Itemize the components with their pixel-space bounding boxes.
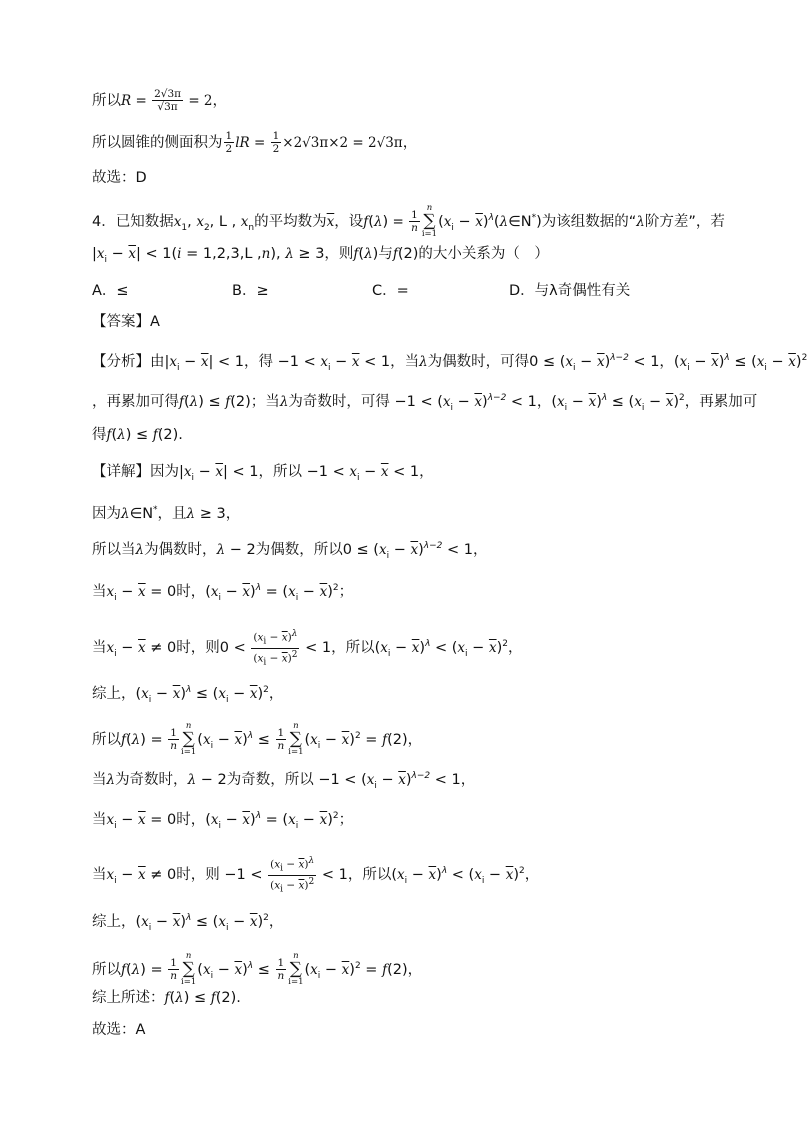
question-condition: [92, 244, 724, 270]
line-content: 得f(λ) ≤ f(2).: [92, 427, 183, 443]
solution-line: [92, 722, 724, 757]
line-content: 所以当λ为偶数时，λ − 2为偶数，所以$0 \le (x_i - \overline{x})^{\lambda-2} < 1$，: [92, 541, 488, 561]
text-line: [92, 130, 724, 155]
solution-line: [92, 462, 724, 488]
solution-line: [92, 952, 724, 987]
line-content: 综上，$(x_i - \overline{x})^\lambda \le (x_i - \overline{x})^2$，: [92, 913, 284, 933]
analysis-line: [92, 425, 724, 445]
solution-line: [92, 908, 724, 938]
line-content: 当$x_i - \overline{x} \ne 0$时，则 −1 < $\frac{(x_i - \overline{x})^\lambda}{(x_i - \overline{x})^2}$ < 1，所以$(x_i - \overline{x})^\lambda < (x_i - \overline{x})^2$，: [92, 856, 540, 895]
solution-line: [92, 988, 724, 1008]
solution-line: [92, 500, 724, 524]
answer-line: [92, 312, 724, 332]
line-content: ，再累加可得f(λ) ≤ f(2)；当λ为奇数时，可得 $-1 < (x_i - \overline{x})^{\lambda-2} < 1$，$(x_i - \overline{x})^\lambda \le (x_i - \overline{x})^2$，再累加可: [92, 393, 758, 413]
line-content: 因为λ∈N*，且λ ≥ 3，: [92, 505, 241, 522]
solution-line: [92, 628, 724, 668]
analysis-line: [92, 388, 758, 418]
option-b: B．≥: [232, 283, 269, 299]
line-content: 【分析】由$|x_i - \overline{x}| < 1$，得 $-1 < x_i - \overline{x} < 1$，当λ为偶数时，可得$0 \le (x_i - \overline{x})^{\lambda-2} < 1$，$(x_i - \overline{x})^\lambda \le (x_i - \overline{x})^2$: [92, 353, 807, 373]
line-content: 所以圆锥的侧面积为 $\frac{1}{2}$ lR = $\frac{1}{2}$ ×2√3π×2 = 2√3π，: [92, 130, 418, 155]
option-c: C．=: [372, 283, 409, 299]
solution-line: [92, 680, 724, 710]
line-content: $|x_i - \overline{x}| < 1(i = 1,2,3,L$ ,n), λ ≥ 3，则f(λ)与f(2)的大小关系为（ ）: [92, 246, 549, 265]
line-content: 所以R = $\frac{2√3\pi}{√3\pi}$ = 2，: [92, 88, 228, 113]
solution-line: [92, 806, 724, 836]
line-content: 当$x_i - \overline{x} \ne 0$时，则0 < $\frac{(x_i - \overline{x})^\lambda}{(x_i - \overline{x})^2}$ < 1，所以$(x_i - \overline{x})^\lambda < (x_i - \overline{x})^2$，: [92, 629, 523, 668]
solution-line: [92, 855, 724, 895]
text-line: [92, 1020, 724, 1040]
line-content: 当λ为奇数时，λ − 2为奇数，所以 $-1 < (x_i - \overline{x})^{\lambda-2} < 1$，: [92, 771, 476, 791]
line-content: 4．已知数据$x_1$, $x_2$, L , $x_n$的平均数为$\overline{x}$，设f(λ) = $\frac{1}{n}$ n ∑ i=1 ($x_i$ − $\overline{x})^\lambda(\lambda\in N^*)$为该组数据的“λ阶方差”，若: [92, 203, 725, 239]
solution-line: [92, 536, 724, 566]
line-content: 所以f(λ) = $\frac{1}{n}$ n ∑ i=1 $(x_i - \overline{x})^\lambda$ ≤ $\frac{1}{n}$ n ∑ i=1 $(x_i - \overline{x})^2 = f(2)$，: [92, 951, 423, 987]
option-a: A．≤: [92, 283, 129, 299]
line-content: 所以f(λ) = $\frac{1}{n}$ n ∑ i=1 $(x_i - \overline{x})^\lambda$ ≤ $\frac{1}{n}$ n ∑ i=1 $(x_i - \overline{x})^2 = f(2)$，: [92, 721, 423, 757]
line-content: 综上所述：f(λ) ≤ f(2).: [92, 990, 241, 1006]
line-content: 【详解】因为$|x_i - \overline{x}| < 1$，所以 $-1 < x_i - \overline{x} < 1$，: [92, 464, 434, 483]
text-line: [92, 88, 724, 113]
line-content: 综上，$(x_i - \overline{x})^\lambda \le (x_i - \overline{x})^2$，: [92, 685, 284, 705]
text-line: [92, 168, 724, 188]
solution-line: [92, 578, 724, 608]
line-content: 当$x_i - \overline{x} = 0$时，$(x_i - \overline{x})^\lambda = (x_i - \overline{x})^2$；: [92, 811, 354, 831]
line-content: 【答案】A: [92, 314, 160, 330]
line-content: 故选：A: [92, 1022, 146, 1038]
analysis-line: [92, 348, 807, 378]
option-d: D．与λ奇偶性有关: [509, 283, 631, 299]
line-content: 当$x_i - \overline{x} = 0$时，$(x_i - \overline{x})^\lambda = (x_i - \overline{x})^2$；: [92, 583, 354, 603]
question-stem: [92, 204, 724, 239]
line-content: 故选：D: [92, 170, 147, 186]
solution-line: [92, 766, 724, 796]
